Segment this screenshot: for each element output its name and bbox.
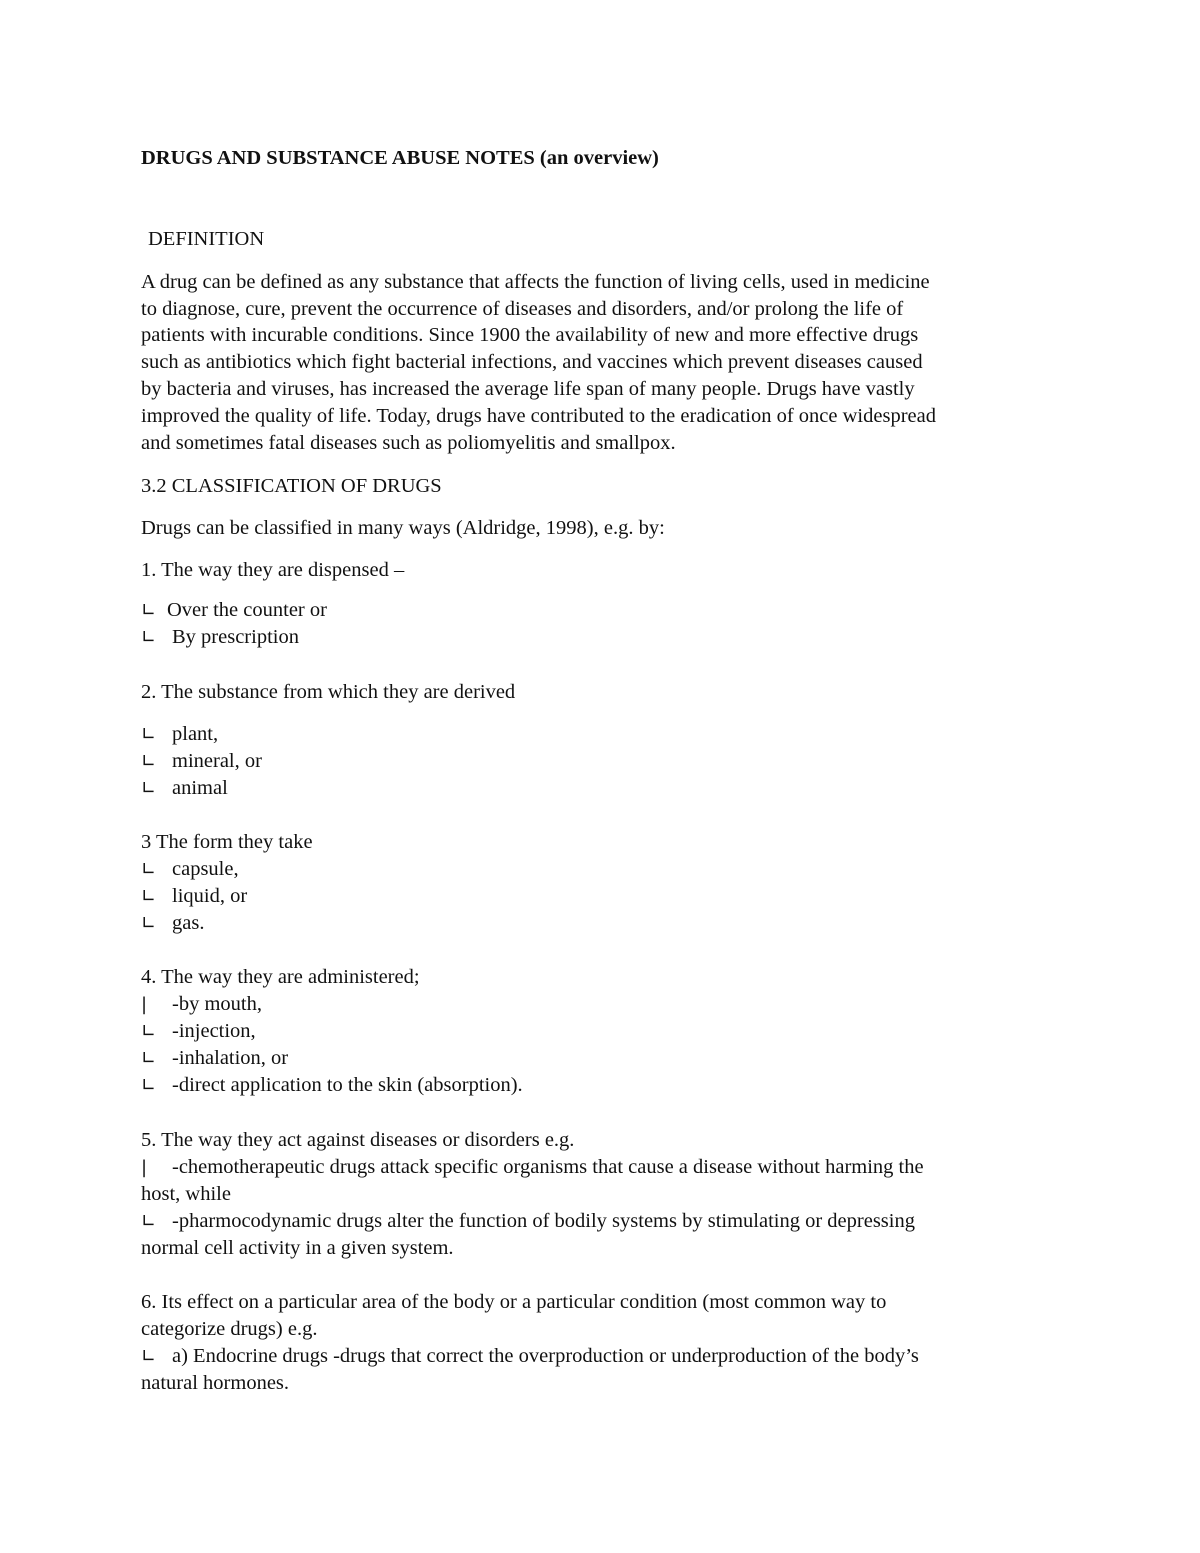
item2-bullet — [141, 778, 228, 799]
definition-line: such as antibiotics which fight bacterial infections, and vaccines which prevent diseases caused — [141, 351, 923, 373]
corner-bullet-icon: ∟ — [141, 724, 157, 745]
corner-bullet-icon: ∟ — [141, 751, 157, 772]
corner-bullet-icon: ∟ — [141, 1075, 157, 1096]
corner-bullet-icon: ∟ — [141, 627, 157, 648]
bullet-text: Over the counter or — [167, 599, 327, 621]
definition-line: and sometimes fatal diseases such as poliomyelitis and smallpox. — [141, 432, 676, 454]
definition-line: improved the quality of life. Today, drugs have contributed to the eradication of once widespread — [141, 405, 936, 427]
item5-bullet — [141, 1211, 915, 1232]
corner-bullet-icon: ∟ — [141, 859, 157, 880]
bullet-text: -inhalation, or — [172, 1047, 289, 1069]
item4-heading: 4. The way they are administered; — [141, 966, 420, 988]
item4-bullet — [141, 1021, 256, 1042]
bullet-text: plant, — [172, 723, 219, 745]
item6-bullet-continuation: natural hormones. — [141, 1372, 290, 1394]
corner-bullet-icon: ∟ — [141, 1346, 157, 1367]
item4-bullet — [141, 994, 262, 1015]
item3-bullet — [141, 913, 204, 934]
definition-heading: DEFINITION — [148, 228, 265, 250]
classification-intro: Drugs can be classified in many ways (Aldridge, 1998), e.g. by: — [141, 517, 665, 539]
corner-bullet-icon: ∟ — [141, 1021, 157, 1042]
item2-bullet — [141, 724, 218, 745]
corner-bullet-icon: ∟ — [141, 1048, 157, 1069]
item5-bullet — [141, 1157, 924, 1178]
definition-line: to diagnose, cure, prevent the occurrence of diseases and disorders, and/or prolong the life of — [141, 298, 904, 320]
item1-bullet — [141, 627, 299, 648]
item4-bullet — [141, 1075, 523, 1096]
item1-bullet — [141, 600, 327, 621]
bullet-text: -injection, — [172, 1020, 256, 1042]
bullet-text: By prescription — [172, 626, 299, 648]
item2-heading: 2. The substance from which they are derived — [141, 681, 516, 703]
item5-heading: 5. The way they act against diseases or disorders e.g. — [141, 1129, 575, 1151]
bullet-text: capsule, — [172, 858, 239, 880]
item2-bullet — [141, 751, 262, 772]
bar-bullet-icon: | — [141, 994, 148, 1015]
definition-line: A drug can be defined as any substance that affects the function of living cells, used in medicine — [141, 271, 930, 293]
item1-heading: 1. The way they are dispensed – — [141, 559, 405, 581]
item6-heading: 6. Its effect on a particular area of the body or a particular condition (most common way to — [141, 1291, 887, 1313]
classification-heading: 3.2 CLASSIFICATION OF DRUGS — [141, 475, 442, 497]
item4-bullet — [141, 1048, 288, 1069]
corner-bullet-icon: ∟ — [141, 600, 157, 621]
bar-bullet-icon: | — [141, 1157, 148, 1178]
corner-bullet-icon: ∟ — [141, 886, 157, 907]
bullet-text: animal — [172, 777, 228, 799]
item3-bullet — [141, 886, 247, 907]
bullet-text: -direct application to the skin (absorption). — [172, 1074, 523, 1096]
definition-line: patients with incurable conditions. Since 1900 the availability of new and more effective drugs — [141, 324, 919, 346]
document-title: DRUGS AND SUBSTANCE ABUSE NOTES (an overview) — [141, 147, 659, 169]
corner-bullet-icon: ∟ — [141, 913, 157, 934]
corner-bullet-icon: ∟ — [141, 778, 157, 799]
bullet-text: a) Endocrine drugs -drugs that correct the overproduction or underproduction of the body’s — [172, 1345, 919, 1367]
corner-bullet-icon: ∟ — [141, 1211, 157, 1232]
bullet-text: mineral, or — [172, 750, 262, 772]
item5-bullet-continuation: normal cell activity in a given system. — [141, 1237, 454, 1259]
item3-heading: 3 The form they take — [141, 831, 313, 853]
bullet-text: -pharmocodynamic drugs alter the function of bodily systems by stimulating or depressing — [172, 1210, 915, 1232]
bullet-text: gas. — [172, 912, 205, 934]
item5-bullet-continuation: host, while — [141, 1183, 231, 1205]
item3-bullet — [141, 859, 239, 880]
item6-bullet — [141, 1346, 919, 1367]
bullet-text: -by mouth, — [172, 993, 262, 1015]
bullet-text: -chemotherapeutic drugs attack specific organisms that cause a disease without harming the — [172, 1156, 924, 1178]
item6-heading-continuation: categorize drugs) e.g. — [141, 1318, 318, 1340]
definition-line: by bacteria and viruses, has increased the average life span of many people. Drugs have vastly — [141, 378, 915, 400]
bullet-text: liquid, or — [172, 885, 248, 907]
